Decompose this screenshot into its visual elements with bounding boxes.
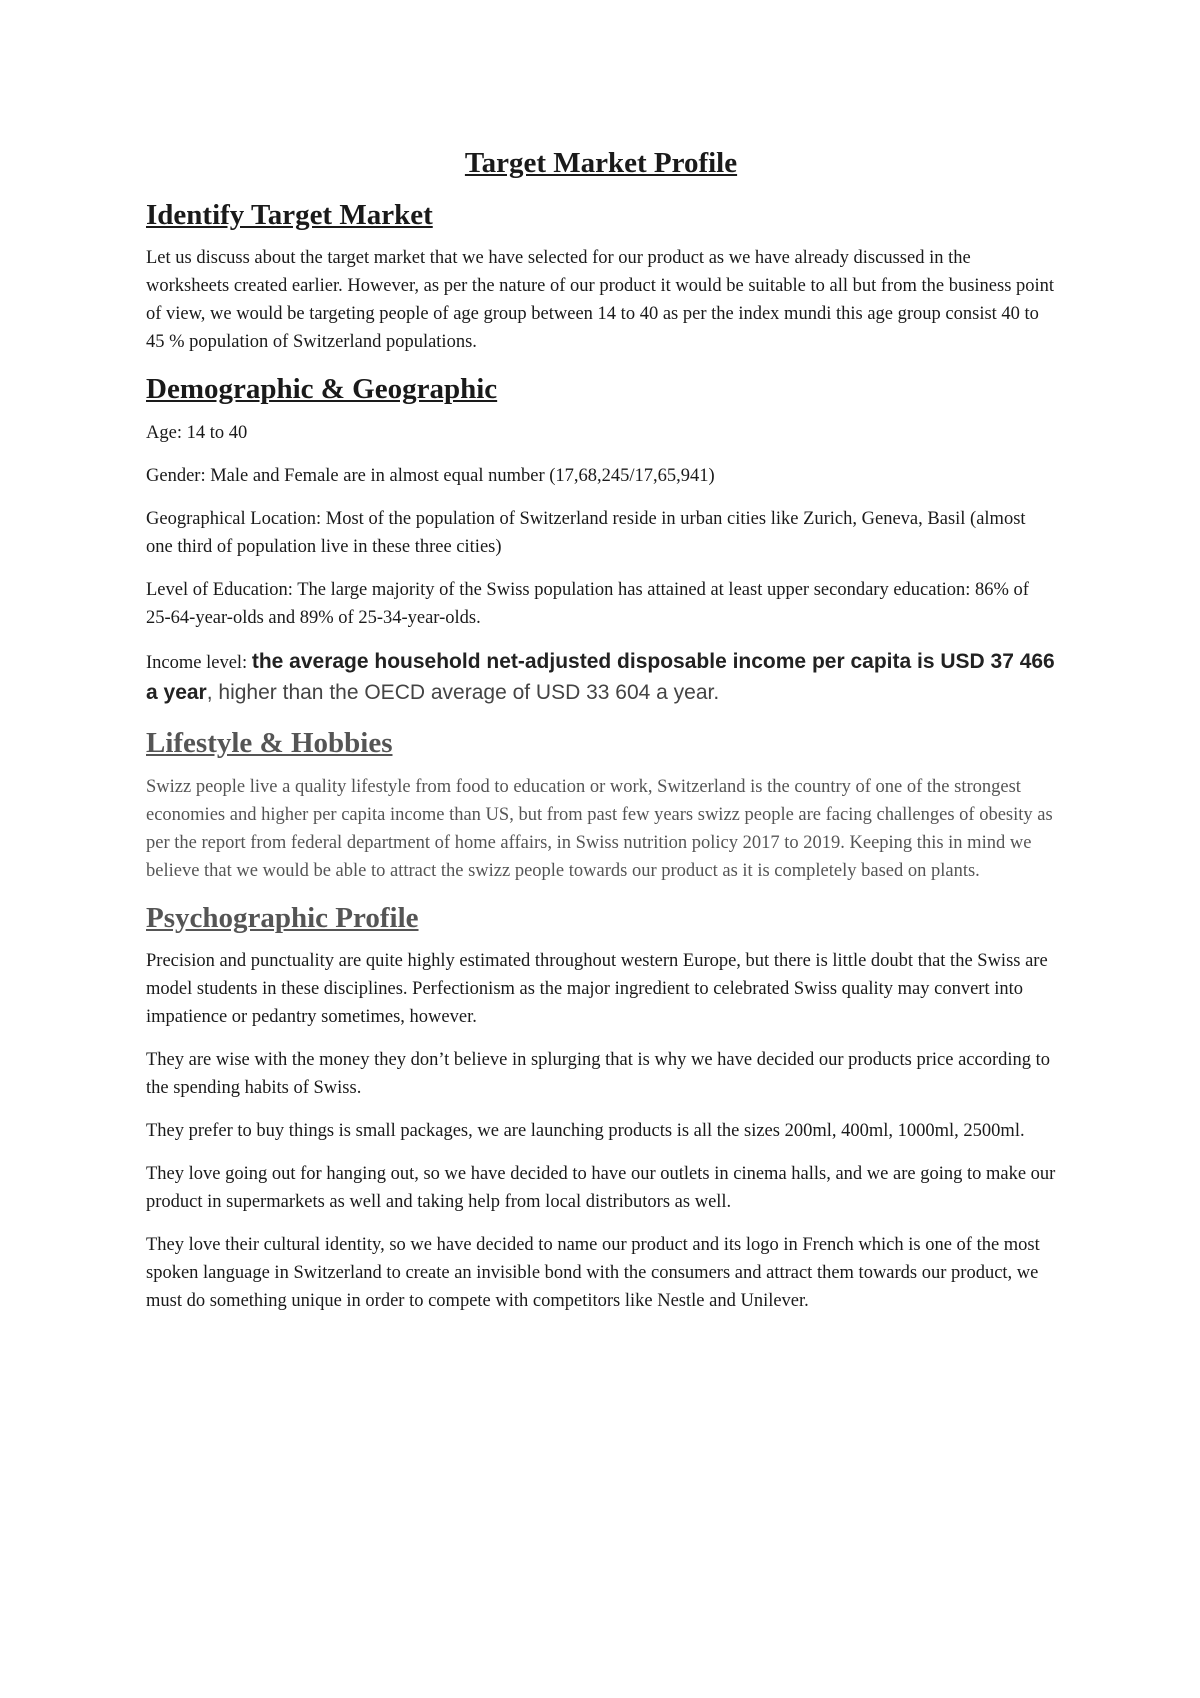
income-rest-text: , higher than the OECD average of USD 33 604 a year. [206,681,720,705]
gender-paragraph: Gender: Male and Female are in almost equal number (17,68,245/17,65,941) [146,466,715,487]
section-heading: Psychographic Profile [146,901,419,934]
section-identify-target-market [146,197,1056,357]
paragraph: They love their cultural identity, so we have decided to name our product and its logo in French which is one of the most spoken language in Switzerland to create an invisible bond with the consumers and attract them towards our product, we must do something unique in order to compete with competitors like Nestle and Unilever. [146,1235,1040,1312]
document-body [146,145,1056,1330]
income-label: Income level: [146,653,252,674]
paragraph: Precision and punctuality are quite highly estimated throughout western Europe, but there is little doubt that the Swiss are model students in these disciplines. Perfectionism as the major ingredient to celebrated Swiss quality may convert into impatience or pedantry sometimes, however. [146,951,1048,1028]
paragraph: They love going out for hanging out, so we have decided to have our outlets in cinema halls, and we are going to make our product in supermarkets as well and taking help from local distributors as well. [146,1164,1056,1213]
age-paragraph: Age: 14 to 40 [146,423,248,444]
paragraph: Let us discuss about the target market that we have selected for our product as we have already discussed in the worksheets created earlier. However, as per the nature of our product it would be suitable to all but from the business point of view, we would be targeting people of age group between 14 to 40 as per the index mundi this age group consist 40 to 45 % population of Switzerland populations. [146,248,1055,353]
section-heading: Demographic & Geographic [146,373,498,406]
paragraph: Swizz people live a quality lifestyle from food to education or work, Switzerland is the country of one of the strongest economies and higher per capita income than US, but from past few years swizz people are facing challenges of obesity as per the report from federal department of home affairs, in Swiss nutrition policy 2017 to 2019. Keeping this in mind we believe that we would be able to attract the swizz people towards our product as it is completely based on plants. [146,776,1053,881]
income-bold-text: the average household net-adjusted disposable income per capita is USD 37 466 a year [146,650,1055,705]
income-paragraph [146,647,1056,709]
section-heading: Identify Target Market [146,198,433,231]
section-psychographic-profile [146,900,1056,1316]
document-title: Target Market Profile [464,147,738,179]
location-paragraph: Geographical Location: Most of the population of Switzerland reside in urban cities like Zurich, Geneva, Basil (almost one third of population live in these three cities) [146,509,1026,558]
paragraph: They prefer to buy things is small packages, we are launching products is all the sizes 200ml, 400ml, 1000ml, 2500ml. [146,1121,1025,1142]
section-lifestyle-hobbies [146,725,1056,885]
education-paragraph: Level of Education: The large majority of the Swiss population has attained at least upper secondary education: 86% of 25-64-year-olds and 89% of 25-34-year-olds. [146,580,1029,629]
paragraph: They are wise with the money they don’t believe in splurging that is why we have decided our products price according to the spending habits of Swiss. [146,1050,1051,1099]
section-demographic-geographic [146,371,1056,709]
section-heading: Lifestyle & Hobbies [146,727,393,760]
